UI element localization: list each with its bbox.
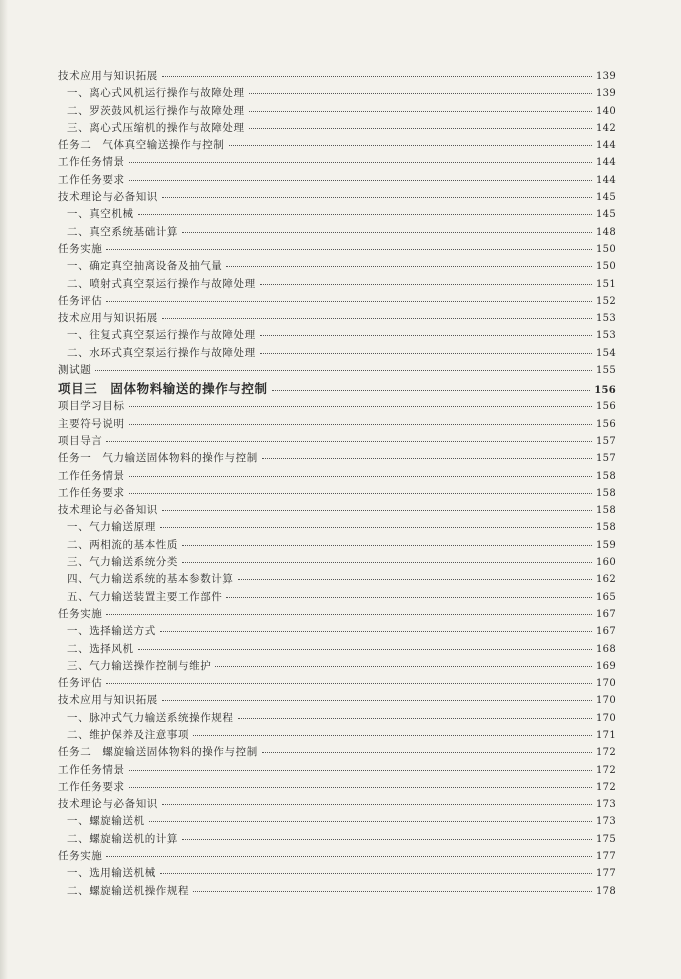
toc-entry-page: 152 xyxy=(596,295,616,307)
dot-leader xyxy=(260,325,592,336)
toc-entry-page: 177 xyxy=(596,851,616,863)
toc-entry-title: 项目导言 xyxy=(58,434,103,447)
toc-entry-title: 二、水环式真空泵运行操作与故障处理 xyxy=(67,346,256,359)
dot-leader xyxy=(129,777,592,788)
toc-entry-page: 158 xyxy=(596,522,616,534)
toc-entry-title: 技术理论与必备知识 xyxy=(58,504,158,517)
dot-leader xyxy=(162,308,592,319)
toc-entry-title: 一、螺旋输送机 xyxy=(67,815,145,828)
toc-entry-title: 一、脉冲式气力输送系统操作规程 xyxy=(67,711,234,724)
table-of-contents xyxy=(58,68,616,900)
toc-entry-title: 项目学习目标 xyxy=(58,400,125,413)
toc-entry-page: 158 xyxy=(596,505,616,517)
toc-entry-page: 172 xyxy=(596,781,616,793)
toc-entry-page: 178 xyxy=(596,885,616,897)
toc-entry-title: 二、喷射式真空泵运行操作与故障处理 xyxy=(67,277,256,290)
toc-entry-title: 工作任务要求 xyxy=(58,173,125,186)
toc-entry-page: 144 xyxy=(596,157,616,169)
toc-entry-page: 160 xyxy=(596,557,616,569)
toc-entry-page: 167 xyxy=(596,626,616,638)
dot-leader xyxy=(249,118,592,129)
dot-leader xyxy=(129,466,592,477)
toc-entry-page: 177 xyxy=(596,868,616,880)
toc-entry-title: 任务评估 xyxy=(58,677,103,690)
toc-entry-title: 任务二 气体真空输送操作与控制 xyxy=(58,139,225,152)
toc-entry-page: 156 xyxy=(596,401,616,413)
dot-leader xyxy=(138,639,592,650)
toc-entry-page: 144 xyxy=(596,140,616,152)
toc-entry-title: 二、罗茨鼓风机运行操作与故障处理 xyxy=(67,104,245,117)
dot-leader xyxy=(129,170,592,181)
dot-leader xyxy=(106,846,592,857)
toc-entry-page: 162 xyxy=(596,574,616,586)
toc-entry-page: 173 xyxy=(596,799,616,811)
toc-entry-page: 167 xyxy=(596,608,616,620)
toc-entry-title: 任务一 气力输送固体物料的操作与控制 xyxy=(58,452,258,465)
toc-entry-title: 二、选择风机 xyxy=(67,642,134,655)
toc-entry-title: 一、往复式真空泵运行操作与故障处理 xyxy=(67,329,256,342)
dot-leader xyxy=(238,569,593,580)
toc-entry-title: 技术理论与必备知识 xyxy=(58,191,158,204)
dot-leader xyxy=(149,811,592,822)
toc-entry-page: 140 xyxy=(596,105,616,117)
toc-entry-page: 172 xyxy=(596,747,616,759)
toc-entry-title: 工作任务情景 xyxy=(58,763,125,776)
dot-leader xyxy=(160,863,592,874)
toc-entry-title: 一、确定真空抽离设备及抽气量 xyxy=(67,260,223,273)
toc-entry-title: 工作任务要求 xyxy=(58,780,125,793)
dot-leader xyxy=(182,829,592,840)
toc-entry-title: 一、选用输送机械 xyxy=(67,867,156,880)
dot-leader xyxy=(162,500,592,511)
dot-leader xyxy=(238,708,593,719)
dot-leader xyxy=(106,673,592,684)
toc-entry-page: 170 xyxy=(596,712,616,724)
dot-leader xyxy=(226,587,592,598)
dot-leader xyxy=(106,291,592,302)
toc-entry-title: 项目三 固体物料输送的操作与控制 xyxy=(58,381,268,397)
dot-leader xyxy=(226,256,592,267)
toc-entry-page: 169 xyxy=(596,660,616,672)
dot-leader xyxy=(129,414,592,425)
toc-entry-title: 二、螺旋输送机操作规程 xyxy=(67,884,190,897)
toc-entry-title: 一、气力输送原理 xyxy=(67,521,156,534)
toc-entry-title: 一、离心式风机运行操作与故障处理 xyxy=(67,87,245,100)
toc-entry-title: 任务实施 xyxy=(58,607,103,620)
dot-leader xyxy=(182,535,592,546)
dot-leader xyxy=(193,725,592,736)
toc-entry-page: 158 xyxy=(596,470,616,482)
dot-leader xyxy=(182,222,592,233)
dot-leader xyxy=(262,742,592,753)
toc-entry-page: 157 xyxy=(596,435,616,447)
toc-entry-title: 技术应用与知识拓展 xyxy=(58,312,158,325)
toc-entry-page: 156 xyxy=(594,385,616,397)
toc-entry-page: 156 xyxy=(596,418,616,430)
toc-entry-title: 四、气力输送系统的基本参数计算 xyxy=(67,573,234,586)
toc-entry-title: 三、气力输送操作控制与维护 xyxy=(67,659,212,672)
toc-entry-title: 一、选择输送方式 xyxy=(67,625,156,638)
toc-entry-title: 技术理论与必备知识 xyxy=(58,798,158,811)
dot-leader xyxy=(129,396,592,407)
toc-entry-title: 任务二 螺旋输送固体物料的操作与控制 xyxy=(58,746,258,759)
toc-entry-page: 145 xyxy=(596,192,616,204)
toc-entry-title: 三、气力输送系统分类 xyxy=(67,556,178,569)
dot-leader xyxy=(229,135,593,146)
toc-entry-title: 技术应用与知识拓展 xyxy=(58,694,158,707)
toc-entry-title: 二、两相流的基本性质 xyxy=(67,538,178,551)
toc-entry-title: 二、维护保养及注意事项 xyxy=(67,728,190,741)
dot-leader xyxy=(262,448,592,459)
toc-entry-title: 主要符号说明 xyxy=(58,417,125,430)
toc-entry-page: 158 xyxy=(596,487,616,499)
dot-leader xyxy=(215,656,592,667)
toc-entry-page: 159 xyxy=(596,539,616,551)
dot-leader xyxy=(162,794,592,805)
toc-entry-title: 三、离心式压缩机的操作与故障处理 xyxy=(67,121,245,134)
toc-entry-page: 144 xyxy=(596,174,616,186)
toc-entry-page: 142 xyxy=(596,122,616,134)
toc-entry-page: 173 xyxy=(596,816,616,828)
dot-leader xyxy=(129,760,592,771)
toc-entry-page: 157 xyxy=(596,453,616,465)
toc-entry-title: 技术应用与知识拓展 xyxy=(58,70,158,82)
dot-leader xyxy=(106,431,592,442)
toc-entry-title: 五、气力输送装置主要工作部件 xyxy=(67,590,223,603)
toc-entry-title: 任务评估 xyxy=(58,294,103,307)
toc-entry-title: 二、螺旋输送机的计算 xyxy=(67,832,178,845)
toc-entry-title: 工作任务要求 xyxy=(58,486,125,499)
toc-entry-title: 一、真空机械 xyxy=(67,208,134,221)
dot-leader xyxy=(106,604,592,615)
toc-entry xyxy=(58,362,616,379)
dot-leader xyxy=(260,343,592,354)
toc-entry-page: 165 xyxy=(596,591,616,603)
toc-entry-page: 148 xyxy=(596,226,616,238)
dot-leader xyxy=(162,187,592,198)
toc-entry-page: 168 xyxy=(596,643,616,655)
toc-entry-title: 工作任务情景 xyxy=(58,469,125,482)
dot-leader xyxy=(106,239,592,250)
toc-entry-page: 150 xyxy=(596,261,616,273)
toc-entry-title: 二、真空系统基础计算 xyxy=(67,225,178,238)
toc-entry xyxy=(58,883,616,900)
toc-entry-page: 150 xyxy=(596,243,616,255)
toc-entry-page: 153 xyxy=(596,330,616,342)
dot-leader xyxy=(162,690,592,701)
dot-leader xyxy=(160,517,592,528)
toc-entry-page: 175 xyxy=(596,833,616,845)
toc-entry-page: 153 xyxy=(596,313,616,325)
dot-leader xyxy=(249,83,592,94)
toc-entry-page: 139 xyxy=(596,88,616,100)
dot-leader xyxy=(260,274,592,285)
toc-entry-title: 任务实施 xyxy=(58,850,103,863)
dot-leader xyxy=(129,152,592,163)
dot-leader xyxy=(162,66,592,77)
toc-entry-page: 151 xyxy=(596,278,616,290)
dot-leader xyxy=(249,101,592,112)
dot-leader xyxy=(272,380,591,391)
page-edge xyxy=(0,0,8,979)
toc-entry-page: 145 xyxy=(596,209,616,221)
dot-leader xyxy=(182,552,592,563)
toc-entry-page: 172 xyxy=(596,764,616,776)
toc-entry-page: 155 xyxy=(596,365,616,377)
dot-leader xyxy=(129,483,592,494)
dot-leader xyxy=(160,621,592,632)
toc-entry-page: 154 xyxy=(596,347,616,359)
toc-entry-page: 170 xyxy=(596,695,616,707)
toc-entry-title: 任务实施 xyxy=(58,242,103,255)
toc-entry-page: 171 xyxy=(596,729,616,741)
toc-entry-page: 139 xyxy=(596,71,616,82)
dot-leader xyxy=(138,204,592,215)
toc-entry-title: 测试题 xyxy=(58,364,92,377)
toc-entry-page: 170 xyxy=(596,678,616,690)
dot-leader xyxy=(193,881,592,892)
toc-entry-title: 工作任务情景 xyxy=(58,156,125,169)
dot-leader xyxy=(95,360,592,371)
